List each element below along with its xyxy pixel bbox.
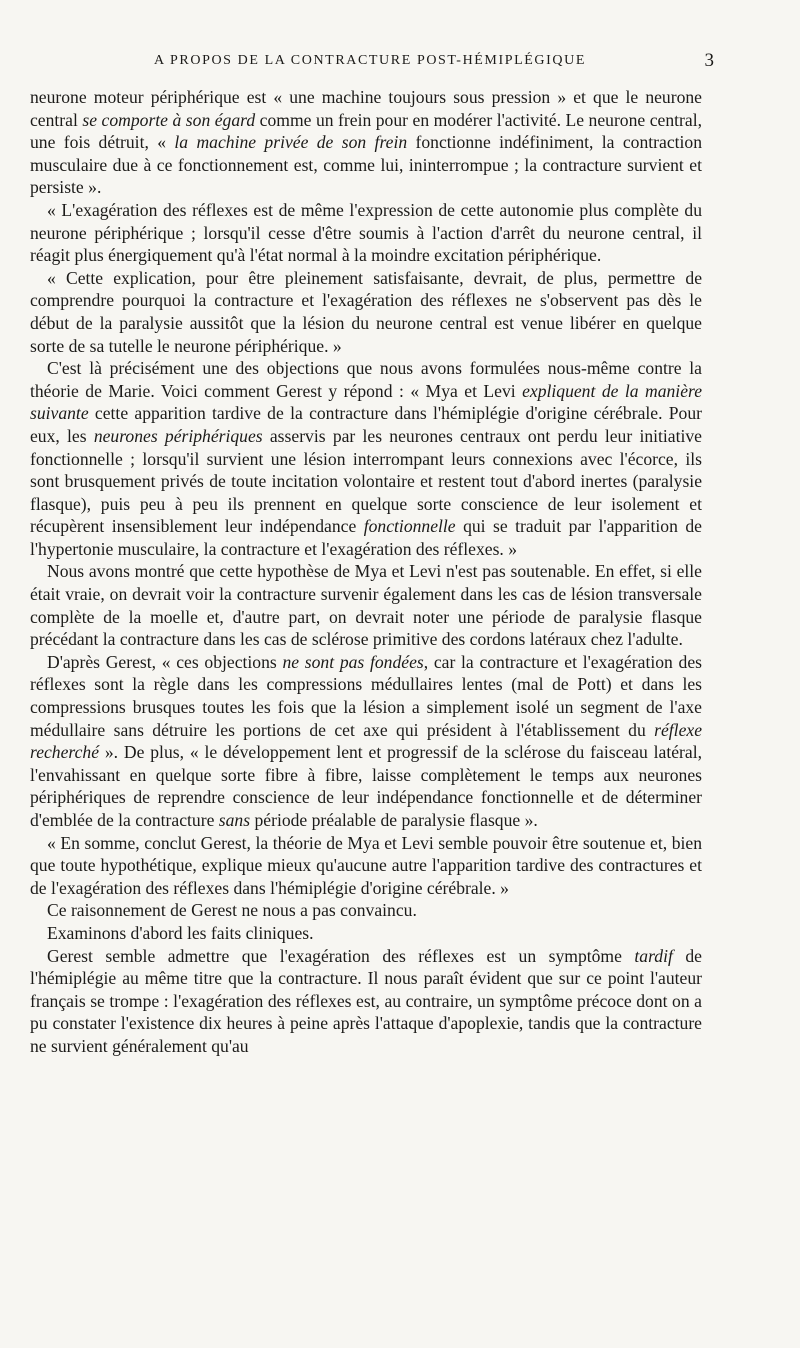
italic-text-run: se comporte à son égard — [82, 109, 256, 130]
text-run: comme un frein pour en modérer l'activité. Le neurone central, une fois détruit, « — [30, 109, 702, 153]
italic-text-run: tardif — [634, 945, 673, 966]
italic-text-run: la machine privée de son frein — [174, 132, 408, 153]
paragraph-5 — [30, 560, 702, 650]
text-run: « L'exagération des réflexes est de même l'expression de cette autonomie plus complète du neurone périphérique ; lorsqu'il cesse d'être soumis à l'action d'arrêt du neurone central, il réagit plus énergiquement qu'à l'état normal à la moindre excitation périphérique. — [30, 199, 702, 266]
running-head — [30, 50, 714, 74]
paragraph-9 — [30, 922, 702, 945]
italic-text-run: réflexe recherché — [30, 719, 702, 763]
paragraph-4 — [30, 357, 702, 560]
text-run: Ce raisonnement de Gerest ne nous a pas convaincu. — [47, 900, 417, 921]
text-run: fonctionne indéfiniment, la contraction musculaire due à ce fonctionnement est, comme lui, ininterrompue ; la contracture survient et persiste ». — [30, 132, 702, 198]
text-run: qui se traduit par l'apparition de l'hypertonie musculaire, la contracture et l'exagération des réflexes. » — [30, 516, 702, 559]
text-run: ». De plus, « le développement lent et progressif de la sclérose du faisceau latéral, l'envahissant en quelque sorte fibre à fibre, laisse complètement le temps aux neurones périphériques de reprendre conscience de leur indépendance fonctionnelle et de déterminer d'emblée de la contracture — [30, 742, 702, 830]
text-run: C'est là précisément une des objections que nous avons formulées nous-même contre la théorie de Marie. Voici comment Gerest y répond : « Mya et Levi — [30, 358, 702, 401]
italic-text-run: ne sont pas fondées — [282, 651, 424, 672]
paragraph-8 — [30, 899, 702, 922]
text-run: cette apparition tardive de la contracture dans l'hémiplégie d'origine cérébrale. Pour eux, les — [30, 403, 702, 446]
text-run: de l'hémiplégie au même titre que la contracture. Il nous paraît évident que sur ce point l'auteur français se trompe : l'exagération des réflexes est, au contraire, un symptôme précoce dont on a pu constater l'existence dix heures à peine après l'attaque d'apoplexie, tandis que la contracture ne survient généralement qu'au — [30, 945, 702, 1056]
text-run: « En somme, conclut Gerest, la théorie de Mya et Levi semble pouvoir être soutenue et, bien que toute hypothétique, explique mieux qu'aucune autre l'apparition tardive des contractures et de l'exagération des réflexes dans l'hémiplégie d'origine cérébrale. » — [30, 832, 702, 898]
paragraph-7 — [30, 832, 702, 900]
italic-text-run: neurones périphériques — [93, 425, 263, 446]
italic-text-run: fonctionnelle — [363, 516, 456, 537]
text-run: , car la contracture et l'exagération des réflexes sont la règle dans les compressions médullaires lentes (mal de Pott) et dans les compressions brusques toutes les fois que la lésion a simplement isolé un segment de l'axe médullaire sans détruire les portions de cet axe qui président à l'établissement du — [30, 651, 702, 740]
text-run: Examinons d'abord les faits cliniques. — [47, 922, 314, 943]
body-text — [30, 86, 702, 1058]
page-number: 3 — [704, 50, 714, 71]
text-run: D'après Gerest, « ces objections — [47, 651, 283, 672]
paragraph-6 — [30, 651, 702, 832]
text-run: neurone moteur périphérique est « une machine toujours sous pression » et que le neurone central — [30, 87, 702, 130]
text-run: asservis par les neurones centraux ont perdu leur initiative fonctionnelle ; lorsqu'il survient une lésion interrompant leurs connexions avec l'écorce, ils sont brusquement privés de toute incitation volontaire et restent tout d'abord inertes (paralysie flasque), puis peu à peu ils prennent en quelque sorte conscience de leur isolement et récupèrent insensiblement leur indépendance — [30, 425, 702, 537]
italic-text-run: sans — [218, 810, 251, 830]
text-run: « Cette explication, pour être pleinement satisfaisante, devrait, de plus, permettre de comprendre pourquoi la contracture et l'exagération des réflexes ne s'observent pas dès le début de la paralysie aussitôt que la lésion du neurone central est venue libérer en quelque sorte de sa tutelle le neurone périphérique. » — [30, 267, 702, 356]
running-title: A PROPOS DE LA CONTRACTURE POST-HÉMIPLÉGIQUE — [154, 53, 586, 68]
paragraph-10 — [30, 945, 702, 1058]
paragraph-3 — [30, 267, 702, 357]
text-run: Nous avons montré que cette hypothèse de Mya et Levi n'est pas soutenable. En effet, si elle était vraie, on devrait voir la contracture survenir également dans les cas de lésion transversale complète de la moelle et, d'autre part, on devrait noter une période de paralysie flasque précédant la contracture dans les cas de sclérose primitive des cordons latéraux chez l'adulte. — [30, 561, 702, 650]
text-run: période préalable de paralysie flasque ». — [250, 810, 538, 830]
paragraph-2 — [30, 199, 702, 267]
italic-text-run: expliquent de la manière suivante — [30, 380, 703, 424]
paragraph-1 — [30, 86, 702, 199]
text-run: Gerest semble admettre que l'exagération des réflexes est un symptôme — [47, 945, 635, 966]
